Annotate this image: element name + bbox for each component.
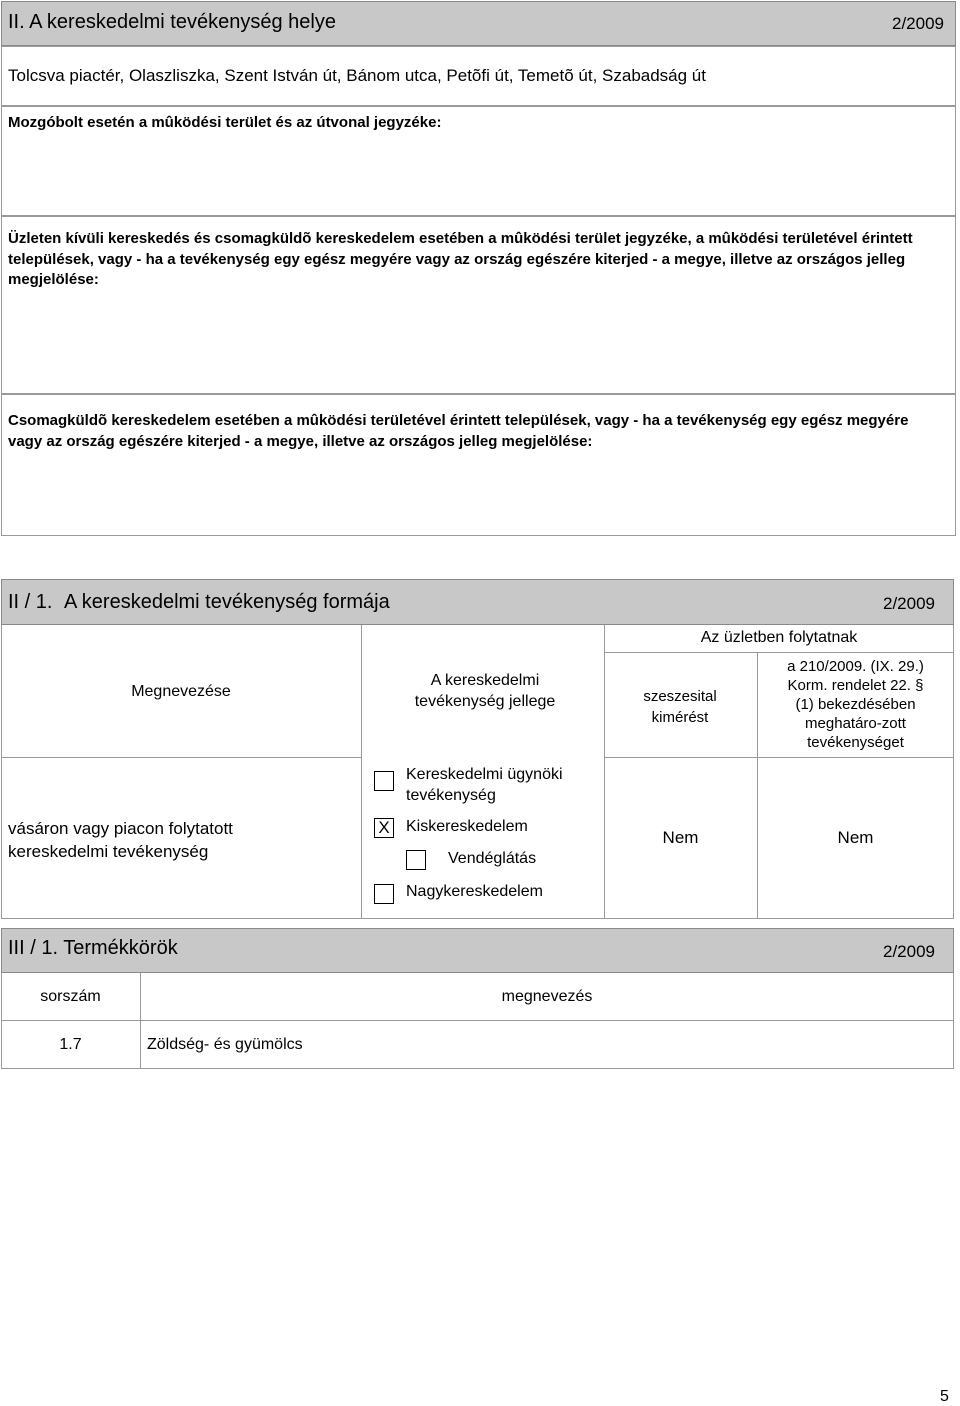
section-iii-1-title: III / 1. Termékkörök [8, 937, 178, 959]
col-product-header: megnevezés [501, 988, 593, 1005]
col-regulated-header: a 210/2009. (IX. 29.) Korm. rendelet 22. § (1) bekezdésében meghatáro-zott tevékenységet [787, 658, 924, 751]
group-header: Az üzletben folytatnak [700, 629, 858, 646]
form-divider-1 [361, 625, 362, 919]
section-ii-1-title: A kereskedelmi tevékenység formája [64, 591, 390, 613]
option-wholesale-checkbox[interactable] [374, 884, 394, 904]
section-ii-title: II. A kereskedelmi tevékenység helye [8, 11, 336, 33]
products-header-line [1, 1020, 954, 1021]
location-text: Tolcsva piactér, Olaszliszka, Szent István út, Bánom utca, Petõfi út, Temetõ út, Szabadság út [8, 66, 706, 85]
form-header-line-right [604, 757, 954, 758]
option-wholesale-label: Nagykereskedelem [406, 883, 543, 900]
parcel-label: Csomagküldõ kereskedelem esetében a mûködési területével érintett települések, vagy - ha a tevékenység egy egész megyére vagy az ország egészére kiterjed - a megye, illetve az országos jelleg megjelölése: [8, 412, 909, 450]
option-catering-label: Vendéglátás [448, 850, 537, 867]
option-catering-checkbox[interactable] [406, 850, 426, 870]
option-agent-checkbox[interactable] [374, 771, 394, 791]
option-retail-checkbox[interactable]: X [374, 818, 394, 838]
section-ii-code: 2/2009 [892, 14, 944, 33]
section-ii-1-code: 2/2009 [883, 594, 935, 613]
form-header-line-left [1, 757, 361, 758]
section-iii-1-code: 2/2009 [883, 942, 935, 961]
option-retail-label: Kiskereskedelem [406, 818, 528, 835]
col-nature-header: A kereskedelmi tevékenység jellege [414, 672, 556, 710]
group-header-line [604, 652, 954, 653]
regulated-value: Nem [837, 828, 874, 847]
col-name-header: Megnevezése [131, 683, 231, 700]
alcohol-value: Nem [662, 828, 699, 847]
col-alcohol-header: szeszesital kimérést [643, 688, 717, 726]
section-ii-1-prefix: II / 1. [8, 591, 53, 613]
mobile-label: Mozgóbolt esetén a mûködési terület és az útvonal jegyzéke: [8, 114, 442, 131]
product-name: Zöldség- és gyümölcs [147, 1036, 303, 1053]
option-agent-label: Kereskedelmi ügynöki tevékenység [406, 766, 563, 804]
outside-label: Üzleten kívüli kereskedés és csomagküldõ kereskedelem esetében a mûködési terület jegyzéke, a mûködési területével érintett települések, vagy - ha a tevékenység egy egész megyére vagy az ország egészére kiterjed - a megye, illetve az országos jelleg megjelölése: [8, 230, 913, 288]
product-number: 1.7 [59, 1036, 82, 1053]
form-divider-2 [604, 625, 605, 919]
col-number-header: sorszám [40, 988, 101, 1005]
page-number: 5 [940, 1388, 949, 1405]
row-name: vásáron vagy piacon folytatott kereskedelmi tevékenység [8, 819, 233, 861]
